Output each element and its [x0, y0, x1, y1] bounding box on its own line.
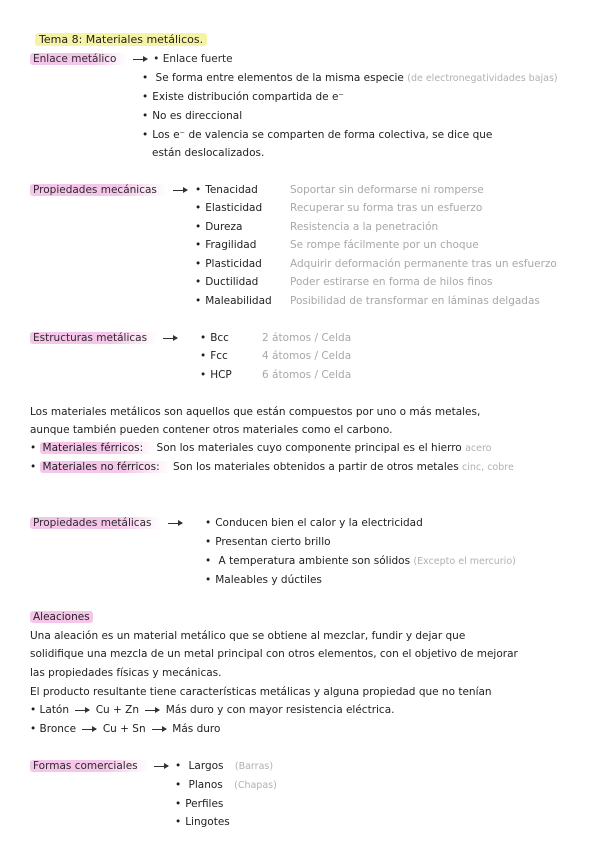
- formas-heading: Formas comerciales: [30, 759, 171, 773]
- arrow-right-icon: [163, 338, 177, 339]
- arrow-right-icon: [75, 710, 89, 711]
- aleaciones-line: El producto resultante tiene características metálicas y alguna propiedad que no tenían: [30, 686, 492, 698]
- estructura-desc: 6 átomos / Celda: [262, 369, 352, 381]
- enlace-heading: Enlace metálico • Enlace fuerte: [30, 52, 233, 66]
- estructura-term: • HCP: [200, 368, 232, 382]
- arrow-right-icon: [168, 523, 182, 524]
- page-title: Tema 8: Materiales metálicos.: [35, 33, 207, 47]
- prop-desc: Se rompe fácilmente por un choque: [290, 239, 479, 251]
- prop-desc: Recuperar su forma tras un esfuerzo: [290, 202, 483, 214]
- prop-term: • Elasticidad: [195, 201, 262, 215]
- estructuras-heading: Estructuras metálicas: [30, 331, 180, 345]
- arrow-right-icon: [152, 729, 166, 730]
- arrow-right-icon: [133, 59, 147, 60]
- prop-term: • Ductilidad: [195, 275, 258, 289]
- aleacion-example: • Latón Cu + Zn Más duro y con mayor resistencia eléctrica.: [30, 704, 395, 716]
- enlace-item: • Se forma entre elementos de la misma especie (de electronegatividades bajas): [142, 71, 558, 86]
- estructura-desc: 2 átomos / Celda: [262, 332, 352, 344]
- estructura-term: • Bcc: [200, 331, 229, 345]
- aleacion-example: • Bronce Cu + Sn Más duro: [30, 723, 221, 735]
- aleaciones-line: las propiedades físicas y mecánicas.: [30, 667, 222, 679]
- prop-desc: Soportar sin deformarse ni romperse: [290, 184, 484, 196]
- forma-item: • Perfiles: [175, 797, 223, 811]
- arrow-right-icon: [154, 766, 168, 767]
- ferricos-line: • Materiales férricos: Son los materiales cuyo componente principal es el hierro acero: [30, 442, 492, 454]
- arrow-right-icon: [173, 190, 187, 191]
- noferricos-line: • Materiales no férricos: Son los materiales obtenidos a partir de otros metales cinc, cobre: [30, 461, 514, 473]
- propiedad-item: • Conducen bien el calor y la electricidad: [205, 516, 423, 530]
- prop-term: • Fragilidad: [195, 238, 256, 252]
- estructura-desc: 4 átomos / Celda: [262, 350, 352, 362]
- prop-desc: Adquirir deformación permanente tras un esfuerzo: [290, 258, 557, 270]
- definicion-line: aunque también pueden contener otros materiales como el carbono.: [30, 424, 393, 436]
- propiedad-item: • Presentan cierto brillo: [205, 535, 331, 549]
- prop-desc: Posibilidad de transformar en láminas delgadas: [290, 295, 540, 307]
- enlace-item: • Los e⁻ de valencia se comparten de forma colectiva, se dice que: [142, 128, 492, 142]
- propiedades-mecanicas-heading: Propiedades mecánicas: [30, 183, 190, 197]
- bullet-icon: •: [153, 53, 160, 65]
- prop-term: • Plasticidad: [195, 257, 262, 271]
- propiedad-item: • A temperatura ambiente son sólidos (Excepto el mercurio): [205, 554, 516, 569]
- forma-item: • Largos (Barras): [175, 759, 273, 774]
- forma-item: • Planos (Chapas): [175, 778, 277, 793]
- aleaciones-line: Una aleación es un material metálico que se obtiene al mezclar, fundir y dejar que: [30, 630, 466, 642]
- arrow-right-icon: [82, 729, 96, 730]
- prop-term: • Dureza: [195, 220, 242, 234]
- prop-term: • Maleabilidad: [195, 294, 272, 308]
- propiedad-item: • Maleables y dúctiles: [205, 573, 322, 587]
- enlace-item-continued: están deslocalizados.: [152, 147, 265, 159]
- aleaciones-line: solidifique una mezcla de un metal principal con otros elementos, con el objetivo de mejorar: [30, 648, 518, 660]
- aleaciones-heading: Aleaciones: [30, 610, 93, 624]
- forma-item: • Lingotes: [175, 815, 230, 829]
- definicion-line: Los materiales metálicos son aquellos que están compuestos por uno o más metales,: [30, 406, 481, 418]
- prop-desc: Poder estirarse en forma de hilos finos: [290, 276, 493, 288]
- prop-desc: Resistencia a la penetración: [290, 221, 439, 233]
- arrow-right-icon: [145, 710, 159, 711]
- enlace-item: • Existe distribución compartida de e⁻: [142, 90, 344, 104]
- prop-term: • Tenacidad: [195, 183, 258, 197]
- estructura-term: • Fcc: [200, 349, 228, 363]
- enlace-item: • No es direccional: [142, 109, 242, 123]
- propiedades-metalicas-heading: Propiedades metálicas: [30, 516, 185, 530]
